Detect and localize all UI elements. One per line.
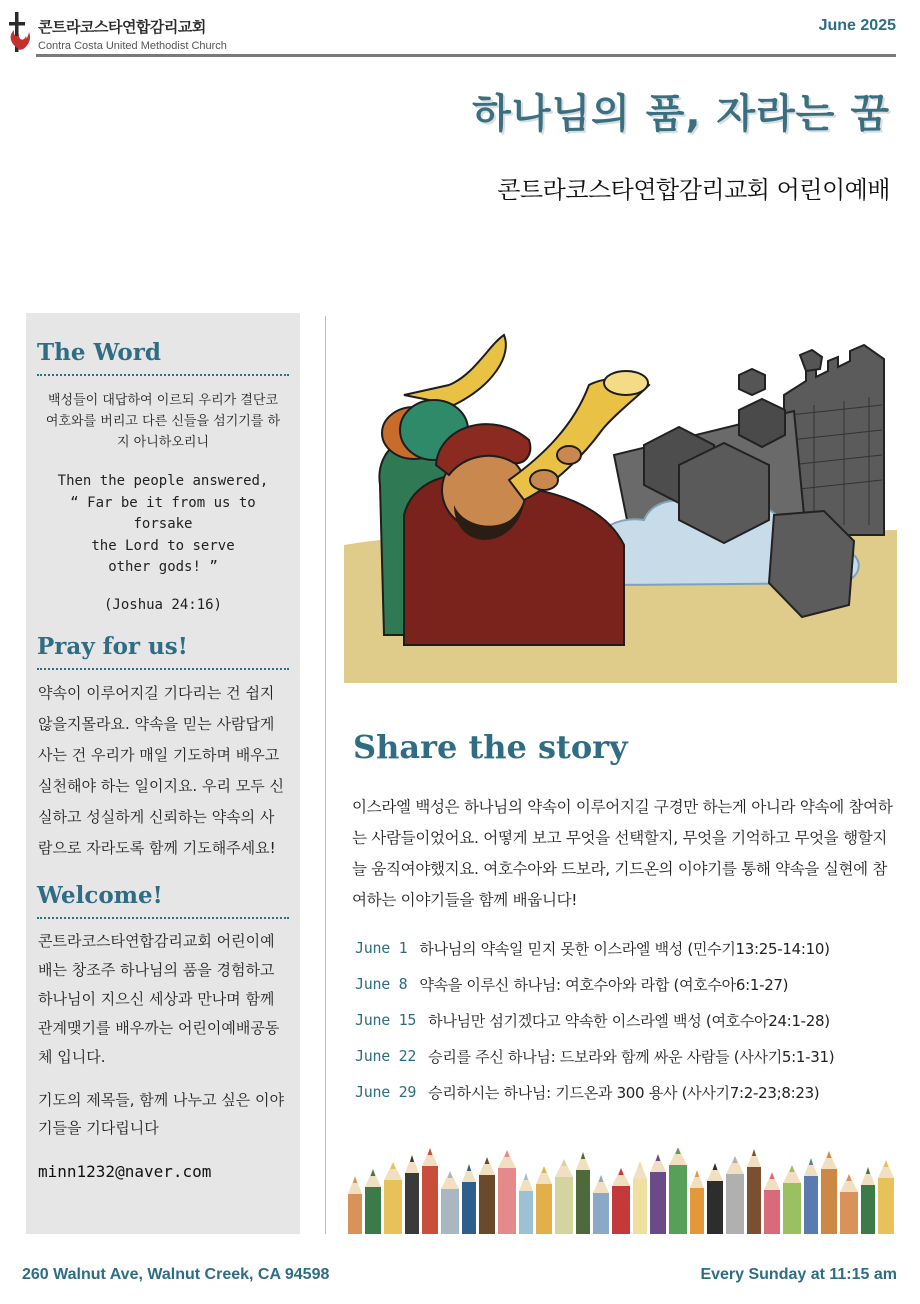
pencil — [479, 1157, 495, 1234]
schedule-lesson: 승리를 주신 하나님: 드보라와 함께 싸운 사람들 (사사기5:1-31) — [428, 1047, 835, 1066]
pencil — [669, 1148, 687, 1234]
pencil — [462, 1164, 476, 1234]
pencil — [441, 1171, 459, 1234]
schedule-lesson: 하나님의 약속일 믿지 못한 이스라엘 백성 (민수기13:25-14:10) — [419, 939, 830, 958]
pray-text: 약속이 이루어지길 기다리는 건 쉽지 않을지몰라요. 약속을 믿는 사람답게 사는 건 우리가 매일 기도하며 배우고 실천해야 하는 일이지요. 우리 모두 신실하고 성실하게 신뢰하는 약속의 사람으로 자라도록 함께 기도해주세요! — [38, 683, 284, 857]
pencil — [384, 1162, 402, 1234]
cross-and-flame-icon — [4, 10, 34, 54]
pencil — [878, 1160, 894, 1234]
schedule-list — [355, 930, 900, 1110]
church-name-english: Contra Costa United Methodist Church — [38, 40, 227, 52]
newsletter-subtitle: 콘트라코스타연합감리교회 어린이예배 — [497, 176, 890, 204]
pencil — [861, 1167, 875, 1234]
church-address: 260 Walnut Ave, Walnut Creek, CA 94598 — [22, 1266, 330, 1283]
dotted-divider — [37, 374, 289, 376]
pencil — [365, 1169, 381, 1234]
pencil — [707, 1163, 723, 1234]
pencil — [690, 1170, 704, 1234]
story-illustration — [344, 315, 897, 683]
pencil — [840, 1174, 858, 1234]
dotted-divider — [37, 668, 289, 670]
schedule-lesson: 승리하시는 하나님: 기드온과 300 용사 (사사기7:2-23;8:23) — [428, 1083, 820, 1102]
pencil — [783, 1165, 801, 1234]
pencil — [405, 1155, 419, 1234]
schedule-row — [355, 930, 900, 966]
pencil — [821, 1151, 837, 1234]
the-word-heading: The Word — [37, 339, 161, 366]
schedule-date: June 15 — [355, 1011, 417, 1029]
pencil — [764, 1172, 780, 1234]
header-divider — [36, 54, 896, 57]
colored-pencils-decoration — [344, 1148, 897, 1234]
pencil — [593, 1175, 609, 1234]
contact-email[interactable]: minn1232@naver.com — [38, 1161, 212, 1181]
pencil — [519, 1173, 533, 1234]
verse-korean: 백성들이 대답하여 이르되 우리가 결단코 여호와를 버리고 다른 신들을 섬기기를 하지 아니하오리니 — [45, 393, 281, 450]
schedule-lesson: 약속을 이루신 하나님: 여호수아와 라합 (여호수아6:1-27) — [419, 975, 789, 994]
schedule-date: June 22 — [355, 1047, 417, 1065]
contact-text: 기도의 제목들, 함께 나누고 싶은 이야기들을 기다립니다 — [38, 1090, 284, 1137]
pencil — [650, 1154, 666, 1234]
story-heading: Share the story — [353, 728, 628, 766]
schedule-lesson: 하나님만 섬기겠다고 약속한 이스라엘 백성 (여호수아24:1-28) — [428, 1011, 830, 1030]
welcome-heading: Welcome! — [37, 881, 163, 909]
pray-heading: Pray for us! — [37, 632, 188, 660]
pencil — [747, 1149, 761, 1234]
sidebar — [26, 313, 300, 1234]
verse-reference: (Joshua 24:16) — [103, 596, 222, 613]
issue-date: June 2025 — [818, 17, 896, 34]
schedule-date: June 29 — [355, 1083, 417, 1101]
church-logo — [4, 10, 227, 54]
story-body: 이스라엘 백성은 하나님의 약속이 이루어지길 구경만 하는게 아니라 약속에 참여하는 사람들이었어요. 어떻게 보고 무엇을 선택할지, 무엇을 기억하고 무엇을 행할지 늘 움직여야했지요. 여호수아와 드보라, 기드온의 이야기를 통해 약속을 실현에 참여하는 이야기들을 함께 배웁니다! — [352, 798, 893, 909]
dotted-divider — [37, 917, 289, 919]
pencil — [348, 1176, 362, 1234]
schedule-date: June 8 — [355, 975, 408, 993]
pencil — [536, 1166, 552, 1234]
newsletter-title: 하나님의 품, 자라는 꿈 — [472, 91, 890, 137]
schedule-row — [355, 1038, 900, 1074]
column-divider — [325, 316, 326, 1234]
schedule-row — [355, 966, 900, 1002]
schedule-row — [355, 1002, 900, 1038]
pencil — [726, 1156, 744, 1234]
pencil — [633, 1161, 647, 1234]
pencil — [804, 1158, 818, 1234]
verse-english: Then the people answered, “ Far be it from us to forsake the Lord to serve other gods! ” — [57, 473, 269, 575]
pencil — [422, 1148, 438, 1234]
service-time: Every Sunday at 11:15 am — [700, 1266, 897, 1283]
pencil — [498, 1150, 516, 1234]
pencil — [612, 1168, 630, 1234]
schedule-date: June 1 — [355, 939, 408, 957]
welcome-text: 콘트라코스타연합감리교회 어린이예배는 창조주 하나님의 품을 경험하고 하나님이 지으신 세상과 만나며 함께 관계맺기를 배우까는 어린이예배공동체 입니다. — [38, 931, 280, 1066]
pencil — [576, 1152, 590, 1234]
church-name-korean: 콘트라코스타연합감리교회 — [38, 18, 206, 36]
schedule-row — [355, 1074, 900, 1110]
pencil — [555, 1159, 573, 1234]
